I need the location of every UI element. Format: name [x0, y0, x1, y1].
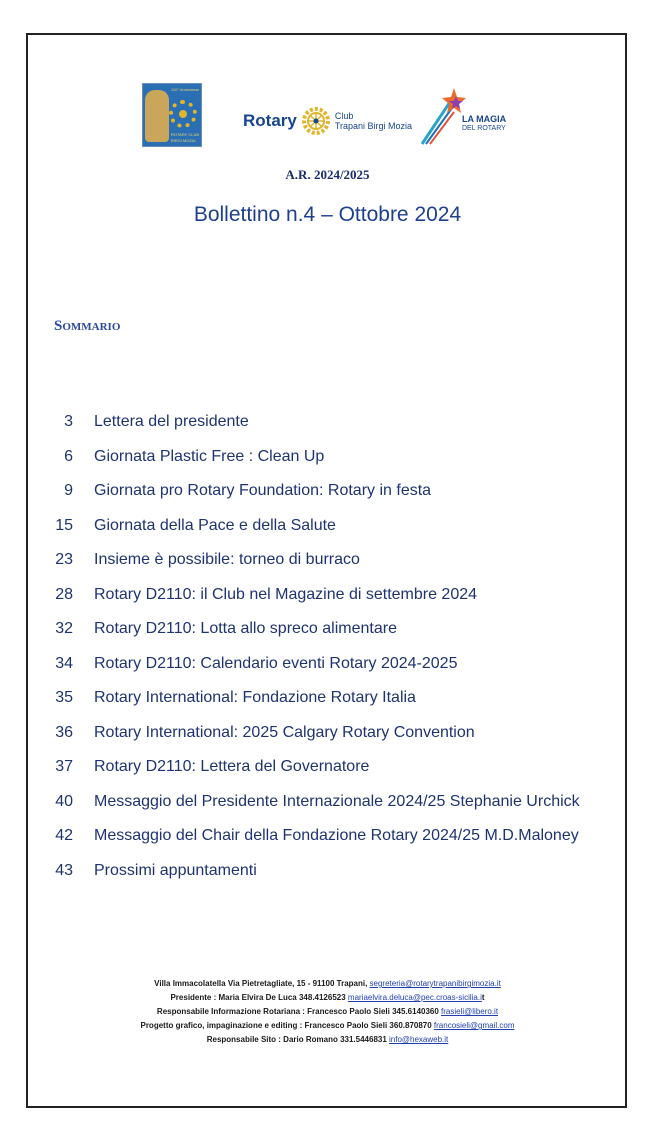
magia-line2: DEL ROTARY [462, 125, 506, 132]
rotary-wheel-icon [301, 106, 331, 136]
site-email-link[interactable]: info@hexaweb.it [389, 1035, 449, 1044]
toc-row[interactable] [0, 551, 655, 575]
toc-page-number: 36 [55, 723, 73, 741]
rotary-year: A.R. 2024/2025 [285, 167, 370, 182]
toc-page-number: 6 [64, 447, 73, 465]
toc-page-number: 40 [55, 792, 73, 810]
toc-row[interactable] [0, 758, 655, 782]
toc-entry-title: Lettera del presidente [94, 413, 249, 430]
toc-page-number: 43 [55, 861, 73, 879]
toc-page-number: 37 [55, 758, 73, 775]
toc-row[interactable] [0, 827, 655, 851]
club-label: Club [334, 111, 354, 121]
graphics-text: Progetto grafico, impaginazione e editing : Francesco Paolo Sieli 360.870870 [140, 1021, 434, 1030]
info-email-link[interactable]: frasieli@libero.it [441, 1007, 499, 1016]
toc-row[interactable] [0, 448, 655, 472]
club-name: Trapani Birgi Mozia [334, 121, 413, 131]
rotary-wordmark: Rotary [243, 111, 297, 130]
site-text: Responsabile Sito : Dario Romano 331.5446831 [206, 1035, 390, 1044]
toc-entry-title: Giornata pro Rotary Foundation: Rotary in festa [94, 482, 432, 499]
graphics-email-link[interactable]: francosieli@gmail.com [433, 1021, 515, 1030]
footer-graphics-line [0, 1019, 655, 1033]
secretary-email-link[interactable]: segreteria@rotarytrapanibirgimozia.it [369, 979, 501, 988]
toc-page-number: 32 [55, 620, 73, 637]
toc-entry-title: Rotary D2110: Calendario eventi Rotary 2024-2025 [94, 654, 458, 672]
toc-row[interactable] [0, 517, 655, 541]
toc-entry-title: Rotary D2110: Lotta allo spreco alimentare [94, 620, 397, 637]
toc-row[interactable] [0, 482, 655, 506]
toc-entry-title: Rotary International: 2025 Calgary Rotary Convention [94, 723, 475, 741]
toc-entry-title: Insieme è possibile: torneo di burraco [94, 551, 360, 568]
logo-left-mid-text: ROTARY CLUB [171, 132, 200, 137]
magia-del-rotary-logo [420, 86, 510, 146]
address-text: Villa Immacolatella Via Pietretagliate, 15 - 91100 Trapani, [154, 979, 370, 988]
toc-row[interactable] [0, 793, 655, 817]
toc-page-number: 42 [55, 827, 73, 844]
anniversary-logo [142, 83, 202, 147]
footer-address-line [0, 977, 655, 991]
toc-row[interactable] [0, 586, 655, 610]
info-text: Responsabile Informazione Rotariana : Francesco Paolo Sieli 345.6140360 [156, 1007, 442, 1016]
toc-entry-title: Rotary International: Fondazione Rotary Italia [94, 689, 416, 706]
logo-left-bottom-text: BIRGI MOZIA [171, 138, 196, 143]
bust-icon [145, 90, 169, 142]
toc-row[interactable] [0, 862, 655, 886]
toc-page-number: 28 [55, 585, 73, 603]
toc-entry-title: Messaggio del Chair della Fondazione Rotary 2024/25 M.D.Maloney [94, 827, 579, 844]
footer-site-line [0, 1033, 655, 1047]
toc-page-number: 15 [55, 516, 73, 534]
magia-line1: LA MAGIA [462, 114, 507, 124]
footer-contacts [0, 977, 655, 1047]
toc-entry-title: Giornata della Pace e della Salute [94, 516, 336, 534]
toc-row[interactable] [0, 689, 655, 713]
toc-row[interactable] [0, 724, 655, 748]
toc-page-number: 23 [55, 551, 73, 568]
toc-row[interactable] [0, 620, 655, 644]
toc-entry-title: Messaggio del Presidente Internazionale 2024/25 Stephanie Urchick [94, 792, 580, 810]
rotary-club-logo [243, 106, 412, 136]
toc-row[interactable] [0, 413, 655, 437]
toc-page-number: 3 [64, 413, 73, 430]
footer-president-line [0, 991, 655, 1005]
star-trail-icon [420, 86, 468, 146]
toc-entry-title: Giornata Plastic Free : Clean Up [94, 447, 325, 465]
footer-info-line [0, 1005, 655, 1019]
president-text: Presidente : Maria Elvira De Luca 348.4126523 [170, 993, 348, 1002]
sommario-heading: Sommario [54, 318, 121, 334]
logo-left-top-text: 110° Anniversar [171, 87, 199, 92]
toc-page-number: 35 [55, 689, 73, 706]
toc-entry-title: Prossimi appuntamenti [94, 861, 257, 879]
president-email-tail: t [481, 993, 485, 1002]
toc-row[interactable] [0, 655, 655, 679]
bulletin-title: Bollettino n.4 – Ottobre 2024 [193, 203, 462, 226]
rotary-wheel-icon [169, 100, 197, 128]
toc-entry-title: Rotary D2110: Lettera del Governatore [94, 758, 370, 775]
toc-entry-title: Rotary D2110: il Club nel Magazine di settembre 2024 [94, 585, 478, 603]
president-email-link[interactable]: mariaelvira.deluca@pec.croas-sicilia.i [347, 993, 482, 1002]
toc-page-number: 34 [55, 654, 73, 672]
toc-page-number: 9 [64, 482, 73, 499]
